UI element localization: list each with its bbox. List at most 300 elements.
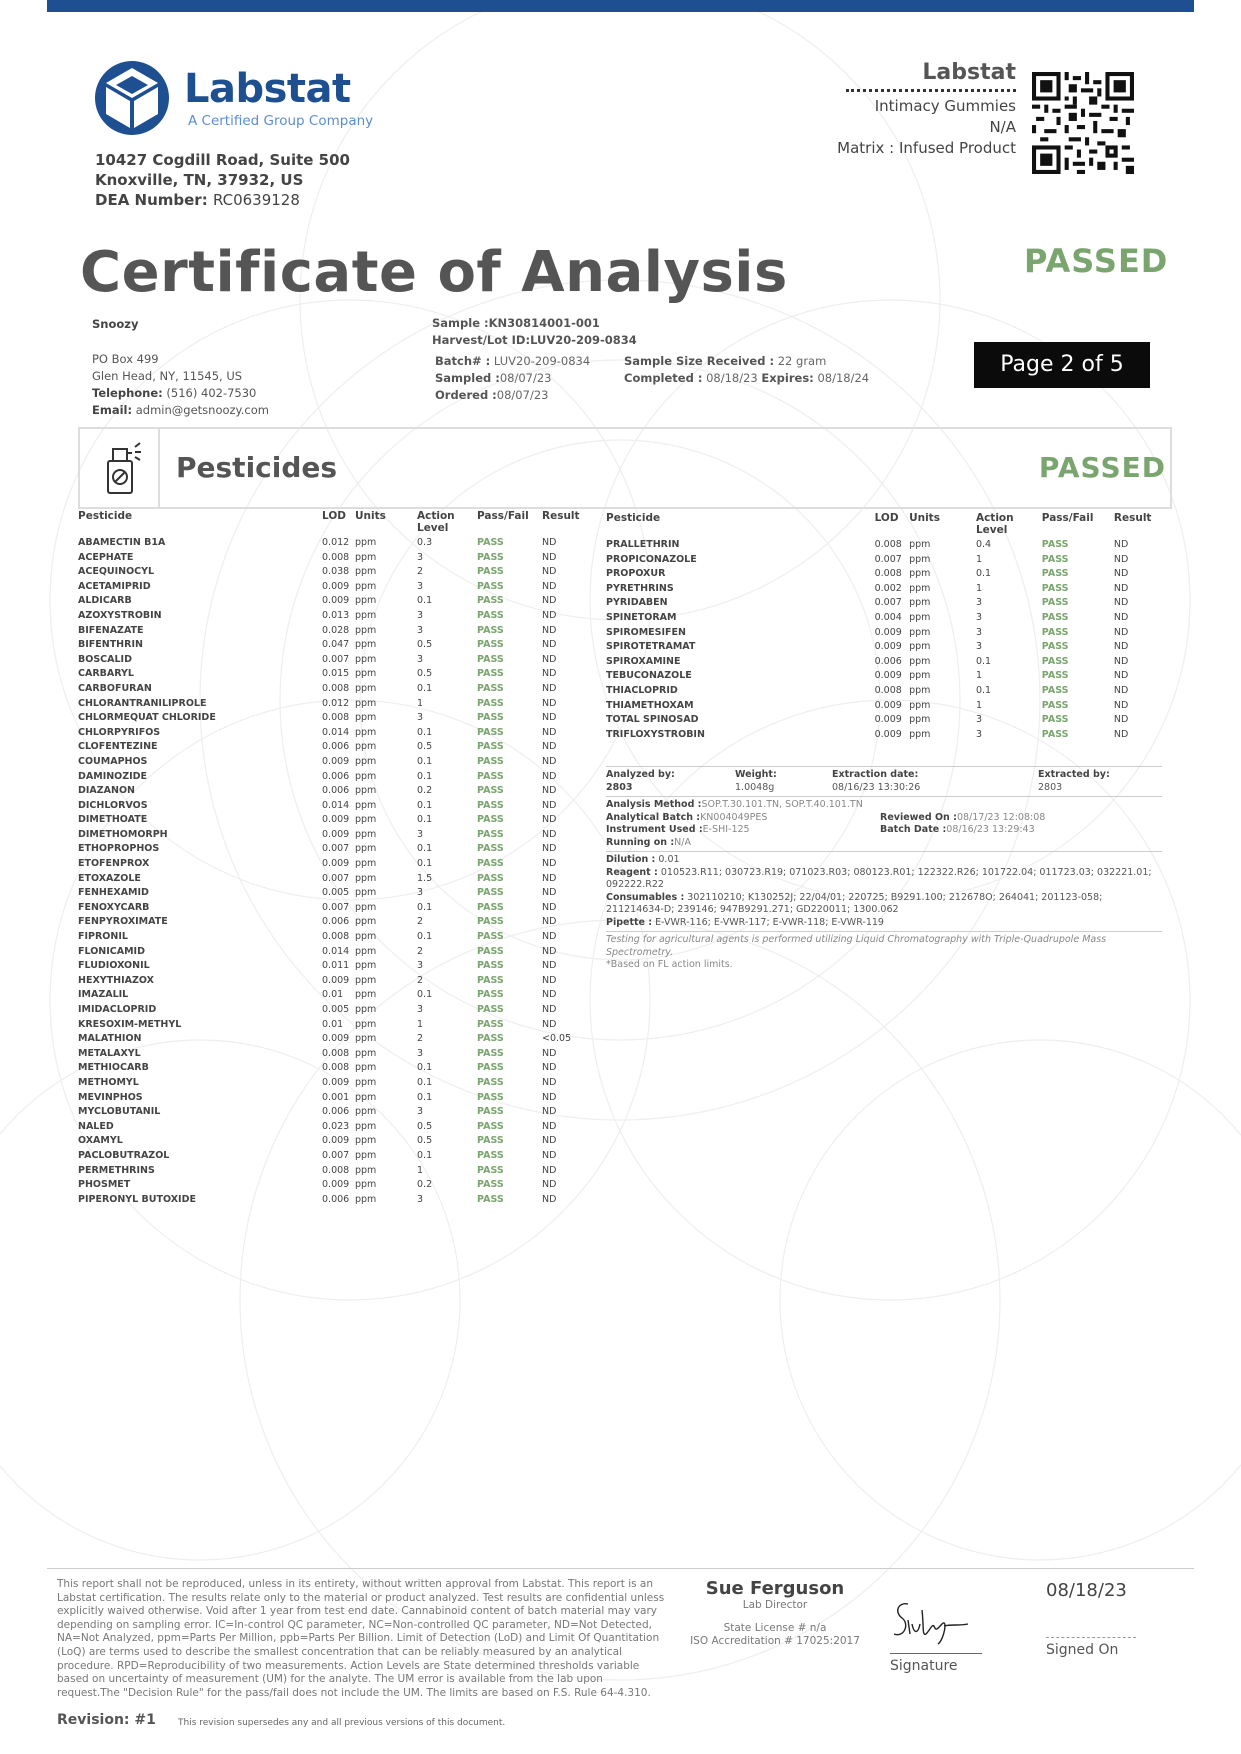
action-level-value: 1 [975, 582, 982, 594]
result-value: ND [542, 1149, 557, 1161]
dea-number [95, 190, 350, 210]
lod-value: 0.008 [322, 1047, 350, 1059]
pesticide-name: ETHOPROPHOS [78, 843, 160, 855]
result-value: ND [1113, 714, 1129, 726]
page-title: Certificate of Analysis [80, 240, 788, 305]
pass-fail-value: PASS [477, 712, 504, 724]
pesticide-name: BOSCALID [78, 653, 132, 665]
result-value: ND [542, 1018, 557, 1030]
result-value: ND [542, 843, 557, 855]
units-value: ppm [355, 682, 377, 694]
action-level-value: 2 [417, 566, 424, 578]
col-lod: LOD [322, 510, 346, 522]
table-row [78, 1076, 588, 1091]
ordered-date: Ordered :08/07/23 [435, 388, 549, 402]
lod-value: 0.008 [322, 931, 350, 943]
pesticide-name: DIAZANON [78, 785, 135, 797]
pass-fail-value: PASS [477, 916, 504, 928]
action-level-value: 3 [417, 624, 424, 636]
units-value: ppm [355, 887, 377, 899]
table-row [78, 1032, 588, 1047]
disclaimer-text: This report shall not be reproduced, unless in its entirety, without written approval from Labstat. This report is an Labstat certification. The results relate only to the material or product analyzed. Test results are confidential unless explicitly waived otherwise. Void after 1 year from test end date. Cannabinoid content of batch material may vary depending on sampling error. IC=In-control QC parameter, NC=Non-controlled QC parameter, ND=Not Detected, NA=Not Analyzed, ppm=Parts Per Million, ppb=Parts Per Billion. Limit of Detection (LoD) and Limit Of Quantitation (LoQ) are terms used to describe the smallest concentration that can be reliably measured by an analytical procedure. RPD=Reproducibility of two measurements. Action Levels are State determined thresholds variable based on uncertainty of measurement (UM) for the analyte. The UM error is available from the lab upon request.The "Decision Rule" for the pass/fail does not include the UM. The limits are based on F.S. Rule 64-4.310. [57, 1578, 665, 1699]
pass-fail-value: PASS [477, 872, 504, 884]
action-level-value: 0.1 [417, 755, 433, 767]
result-value: <0.05 [542, 1033, 572, 1045]
table-row [606, 582, 1162, 597]
result-value: ND [542, 916, 557, 928]
table-row [78, 1061, 588, 1076]
result-value: ND [542, 872, 557, 884]
table-row [606, 669, 1162, 684]
pass-fail-value: PASS [477, 974, 504, 986]
units-value: ppm [355, 814, 377, 826]
pass-fail-value: PASS [477, 755, 504, 767]
units-value: ppm [355, 755, 377, 767]
pass-fail-value: PASS [477, 1033, 504, 1045]
client-info [92, 316, 269, 419]
pass-fail-value: PASS [1041, 714, 1069, 726]
iso-accreditation: ISO Accreditation # 17025:2017 [690, 1635, 860, 1647]
pass-fail-value: PASS [477, 1076, 504, 1088]
units-value: ppm [355, 1106, 377, 1118]
table-row [78, 536, 588, 551]
table-row [78, 638, 588, 653]
header-matrix: Matrix : Infused Product [837, 139, 1016, 157]
header-lab-name: Labstat [922, 60, 1016, 85]
result-value: ND [542, 712, 557, 724]
table-row [78, 828, 588, 843]
pass-fail-value: PASS [477, 551, 504, 563]
action-level-value: 3 [417, 609, 424, 621]
lod-value: 0.006 [322, 1106, 350, 1118]
action-level-value: 0.1 [417, 770, 433, 782]
action-level-value: 3 [975, 626, 982, 638]
table-row [606, 699, 1162, 714]
result-value: ND [542, 785, 557, 797]
action-level-value: 0.5 [417, 1135, 433, 1147]
qr-code-icon[interactable] [1032, 72, 1134, 174]
pass-fail-value: PASS [477, 1018, 504, 1030]
pesticide-name: PACLOBUTRAZOL [78, 1149, 170, 1161]
units-value: ppm [909, 684, 931, 696]
action-level-value: 0.5 [417, 1120, 433, 1132]
result-value: ND [542, 1164, 557, 1176]
result-value: ND [542, 887, 557, 899]
pass-fail-value: PASS [477, 1106, 504, 1118]
pass-fail-value: PASS [1041, 611, 1069, 623]
action-level-value: 3 [417, 580, 424, 592]
table-row [606, 640, 1162, 655]
footer-divider [47, 1568, 1194, 1569]
pesticide-name: FLUDIOXONIL [78, 960, 150, 972]
units-value: ppm [355, 1179, 377, 1191]
action-level-value: 1 [975, 553, 982, 565]
units-value: ppm [909, 626, 931, 638]
harvest-lot-id: Harvest/Lot ID:LUV20-209-0834 [432, 333, 637, 347]
result-value: ND [542, 609, 557, 621]
units-value: ppm [355, 624, 377, 636]
units-value: ppm [909, 728, 931, 740]
col-pesticide: Pesticide [606, 512, 661, 524]
pass-fail-value: PASS [477, 639, 504, 651]
pesticide-name: MYCLOBUTANIL [78, 1106, 161, 1118]
lod-value: 0.006 [322, 741, 350, 753]
col-action-level: Action Level [417, 510, 455, 534]
pesticide-name: HEXYTHIAZOX [78, 974, 154, 986]
units-value: ppm [355, 551, 377, 563]
units-value: ppm [355, 1062, 377, 1074]
result-value: ND [542, 799, 557, 811]
units-value: ppm [355, 1004, 377, 1015]
pesticide-name: THIAMETHOXAM [606, 699, 694, 711]
lod-value: 0.009 [322, 1135, 350, 1147]
signature-image [888, 1590, 978, 1650]
pesticide-name: FENHEXAMID [78, 887, 149, 899]
lod-value: 0.009 [322, 1076, 350, 1088]
units-value: ppm [355, 609, 377, 621]
section-title: Pesticides [176, 451, 338, 484]
pesticide-name: CLOFENTEZINE [78, 741, 158, 753]
client-telephone: Telephone: (516) 402-7530 [92, 386, 257, 400]
pass-fail-value: PASS [477, 697, 504, 709]
revision-number: Revision: #1 [57, 1712, 156, 1728]
pesticide-name: IMIDACLOPRID [78, 1004, 157, 1015]
pesticide-name: FIPRONIL [78, 931, 128, 943]
consumables: Consumables : 302110210; K130252J; 22/04/01; 220725; B9291.100; 212678O; 264041; 201123-058; 211214634-D; 239146; 947B9291.271; GD220011; 1300.062 [606, 891, 1103, 915]
result-value: ND [542, 1106, 557, 1118]
table-row [78, 1149, 588, 1164]
table-row [78, 580, 588, 595]
table-row [606, 713, 1162, 728]
action-level-value: 1.5 [417, 872, 433, 884]
units-value: ppm [355, 1091, 377, 1103]
units-value: ppm [355, 858, 377, 870]
lod-value: 0.006 [322, 916, 350, 928]
lod-value: 0.006 [322, 785, 350, 797]
pesticide-name: AZOXYSTROBIN [78, 609, 162, 621]
action-level-value: 1 [975, 699, 982, 711]
units-value: ppm [355, 580, 377, 592]
instrument-row: Instrument Used :E-SHI-125 Batch Date :08/16/23 13:29:43 [606, 824, 1035, 835]
lod-value: 0.006 [874, 655, 902, 667]
pesticide-name: TEBUCONAZOLE [606, 670, 692, 682]
table-row [78, 1178, 588, 1193]
table-row [78, 784, 588, 799]
pesticide-name: ABAMECTIN B1A [78, 537, 166, 548]
result-value: ND [542, 960, 557, 972]
pesticide-name: DAMINOZIDE [78, 770, 148, 782]
pesticides-section-header [78, 427, 1172, 509]
units-value: ppm [909, 714, 931, 726]
result-value: ND [542, 682, 557, 694]
action-level-value: 3 [975, 714, 982, 726]
action-level-value: 0.1 [417, 799, 433, 811]
table-row [78, 1105, 588, 1120]
units-value: ppm [909, 568, 931, 580]
result-value: ND [1113, 539, 1129, 550]
result-value: ND [1113, 655, 1129, 667]
signer-info [675, 1578, 875, 1648]
action-level-value: 1 [975, 670, 982, 682]
logo-tagline: A Certified Group Company [188, 113, 374, 129]
pass-fail-value: PASS [477, 1135, 504, 1147]
table-row [78, 1003, 588, 1018]
client-address1: PO Box 499 [92, 352, 159, 366]
pesticide-name: SPIROXAMINE [606, 655, 681, 667]
units-value: ppm [355, 726, 377, 738]
action-level-value: 0.1 [417, 931, 433, 943]
units-value: ppm [355, 639, 377, 651]
spray-bottle-icon [80, 429, 160, 507]
pass-fail-value: PASS [477, 1120, 504, 1132]
lod-value: 0.013 [322, 609, 350, 621]
action-level-value: 0.2 [417, 1179, 433, 1191]
units-value: ppm [355, 1120, 377, 1132]
action-level-value: 0.2 [417, 785, 433, 797]
running-on: Running on :N/A [606, 836, 691, 848]
units-value: ppm [909, 655, 931, 667]
result-value: ND [1113, 582, 1129, 594]
table-row [78, 609, 588, 624]
action-level-value: 3 [975, 728, 982, 740]
table-row [78, 915, 588, 930]
action-level-value: 3 [417, 1193, 424, 1205]
result-value: ND [542, 901, 557, 913]
pass-fail-value: PASS [1041, 553, 1069, 565]
action-level-value: 0.1 [417, 989, 433, 1001]
units-value: ppm [355, 741, 377, 753]
client-email: Email: admin@getsnoozy.com [92, 403, 269, 417]
revision-note: This revision supersedes any and all previous versions of this document. [178, 1718, 506, 1728]
col-pass-fail: Pass/Fail [477, 510, 529, 522]
pass-fail-value: PASS [477, 595, 504, 607]
table-row [606, 684, 1162, 699]
action-level-value: 3 [417, 828, 424, 840]
pass-fail-value: PASS [477, 741, 504, 753]
lod-value: 0.009 [322, 828, 350, 840]
lab-address-line1: 10427 Cogdill Road, Suite 500 [95, 151, 350, 169]
pesticide-name: CHLORMEQUAT CHLORIDE [78, 712, 216, 724]
table-row [78, 1134, 588, 1149]
sample-dates [435, 353, 590, 404]
table-row [78, 813, 588, 828]
result-value: ND [1113, 641, 1129, 653]
units-value: ppm [355, 566, 377, 578]
lod-value: 0.014 [322, 799, 350, 811]
pass-fail-value: PASS [477, 1047, 504, 1059]
units-value: ppm [909, 611, 931, 623]
labstat-logo-icon [94, 60, 170, 136]
header-na: N/A [989, 118, 1016, 136]
signer-name: Sue Ferguson [705, 1578, 845, 1599]
pass-fail-value: PASS [477, 668, 504, 680]
units-value: ppm [355, 931, 377, 943]
table-header-row [78, 510, 588, 536]
pesticide-name: PYRIDABEN [606, 597, 668, 609]
pass-fail-value: PASS [477, 828, 504, 840]
pass-fail-value: PASS [1041, 597, 1069, 609]
result-value: ND [542, 945, 557, 957]
result-value: ND [1113, 670, 1129, 682]
pesticide-name: CARBARYL [78, 668, 134, 680]
table-row [78, 857, 588, 872]
pesticide-name: FENPYROXIMATE [78, 916, 168, 928]
pesticides-table-left [78, 510, 588, 1207]
action-level-value: 0.1 [417, 814, 433, 826]
pass-fail-value: PASS [477, 537, 504, 548]
pass-fail-value: PASS [477, 1164, 504, 1176]
action-level-value: 0.1 [975, 655, 992, 667]
lod-value: 0.009 [322, 814, 350, 826]
action-level-value: 0.1 [417, 1076, 433, 1088]
action-level-value: 0.4 [975, 539, 992, 550]
result-value: ND [542, 551, 557, 563]
pass-fail-value: PASS [477, 843, 504, 855]
signature-label: Signature [890, 1658, 958, 1674]
lod-value: 0.009 [874, 670, 902, 682]
signed-date: 08/18/23 [1046, 1580, 1127, 1601]
table-row [78, 1164, 588, 1179]
dotted-divider [846, 89, 1016, 92]
action-level-value: 0.5 [417, 639, 433, 651]
units-value: ppm [909, 641, 931, 653]
pesticide-name: ACETAMIPRID [78, 580, 151, 592]
action-level-value: 3 [975, 641, 982, 653]
units-value: ppm [355, 989, 377, 1001]
pesticide-name: BIFENTHRIN [78, 639, 143, 651]
table-row [78, 667, 588, 682]
result-value: ND [542, 989, 557, 1001]
units-value: ppm [355, 595, 377, 607]
result-value: ND [1113, 684, 1129, 696]
lod-value: 0.006 [322, 1193, 350, 1205]
client-name: Snoozy [92, 317, 139, 331]
table-row [606, 538, 1162, 553]
table-row [606, 728, 1162, 743]
col-action-level: Action Level [975, 512, 1014, 536]
pesticide-name: PROPICONAZOLE [606, 553, 697, 565]
units-value: ppm [909, 699, 931, 711]
table-row [78, 945, 588, 960]
pass-fail-value: PASS [477, 682, 504, 694]
batch-number: Batch# : LUV20-209-0834 [435, 354, 591, 368]
result-value: ND [1113, 568, 1129, 580]
pesticide-name: MALATHION [78, 1033, 142, 1045]
pesticide-name: PROPOXUR [606, 568, 666, 580]
pesticide-name: CARBOFURAN [78, 682, 152, 694]
lod-value: 0.007 [322, 872, 350, 884]
sample-id: Sample :KN30814001-001 [432, 316, 600, 330]
table-header-row [606, 512, 1162, 538]
table-row [78, 886, 588, 901]
units-value: ppm [909, 670, 931, 682]
units-value: ppm [355, 1047, 377, 1059]
pass-fail-value: PASS [1041, 655, 1069, 667]
lod-value: 0.007 [322, 843, 350, 855]
pass-fail-value: PASS [1041, 699, 1069, 711]
table-row [606, 611, 1162, 626]
action-level-value: 3 [417, 1106, 424, 1118]
table-row [78, 755, 588, 770]
signed-on-label: Signed On [1046, 1642, 1119, 1658]
units-value: ppm [909, 539, 931, 550]
table-row [78, 697, 588, 712]
pass-fail-value: PASS [477, 1149, 504, 1161]
labstat-logo [94, 60, 170, 140]
pass-fail-value: PASS [1041, 568, 1069, 580]
pesticide-name: CHLORPYRIFOS [78, 726, 161, 738]
sample-size: Sample Size Received : 22 gram [624, 354, 827, 368]
result-value: ND [542, 1193, 557, 1205]
pass-fail-value: PASS [1041, 728, 1069, 740]
units-value: ppm [355, 668, 377, 680]
result-value: ND [1113, 597, 1129, 609]
units-value: ppm [355, 901, 377, 913]
pesticide-name: ACEPHATE [78, 551, 134, 563]
table-row [606, 567, 1162, 582]
pass-fail-value: PASS [1041, 626, 1069, 638]
pesticide-name: COUMAPHOS [78, 755, 148, 767]
lod-value: 0.028 [322, 624, 350, 636]
table-row [78, 799, 588, 814]
pesticide-name: PIPERONYL BUTOXIDE [78, 1193, 196, 1205]
table-row [78, 594, 588, 609]
pass-fail-value: PASS [1041, 539, 1069, 550]
lod-value: 0.014 [322, 726, 350, 738]
pesticide-name: ETOFENPROX [78, 858, 150, 870]
action-level-value: 3 [417, 887, 424, 899]
table-row [606, 553, 1162, 568]
action-level-value: 3 [417, 551, 424, 563]
units-value: ppm [355, 537, 377, 548]
lod-value: 0.012 [322, 537, 350, 548]
lod-value: 0.008 [322, 682, 350, 694]
pesticide-name: PERMETHRINS [78, 1164, 155, 1176]
dea-label: DEA Number: [95, 191, 208, 209]
result-value: ND [542, 726, 557, 738]
result-value: ND [542, 1179, 557, 1191]
action-level-value: 0.1 [417, 595, 433, 607]
table-row [78, 901, 588, 916]
pass-fail-value: PASS [1041, 641, 1069, 653]
units-value: ppm [909, 553, 931, 565]
sample-info [432, 315, 637, 349]
result-value: ND [542, 668, 557, 680]
lod-value: 0.007 [874, 553, 902, 565]
pass-fail-value: PASS [477, 785, 504, 797]
result-value: ND [542, 566, 557, 578]
action-level-value: 0.1 [417, 1149, 433, 1161]
result-value: ND [542, 974, 557, 986]
action-level-value: 0.5 [417, 741, 433, 753]
action-level-value: 3 [975, 597, 982, 609]
pesticide-name: SPIROTETRAMAT [606, 641, 696, 653]
action-level-value: 2 [417, 1033, 424, 1045]
dea-value: RC0639128 [212, 191, 300, 209]
lod-value: 0.009 [322, 755, 350, 767]
pass-fail-value: PASS [477, 653, 504, 665]
pass-fail-value: PASS [477, 931, 504, 943]
table-row [78, 872, 588, 887]
lab-address [95, 150, 350, 210]
lod-value: 0.005 [322, 1004, 350, 1015]
signed-on-line [1046, 1637, 1136, 1638]
analysis-metadata [606, 766, 1162, 972]
action-level-value: 0.1 [417, 843, 433, 855]
lod-value: 0.001 [322, 1091, 350, 1103]
table-row [606, 626, 1162, 641]
client-address2: Glen Head, NY, 11545, US [92, 369, 243, 383]
